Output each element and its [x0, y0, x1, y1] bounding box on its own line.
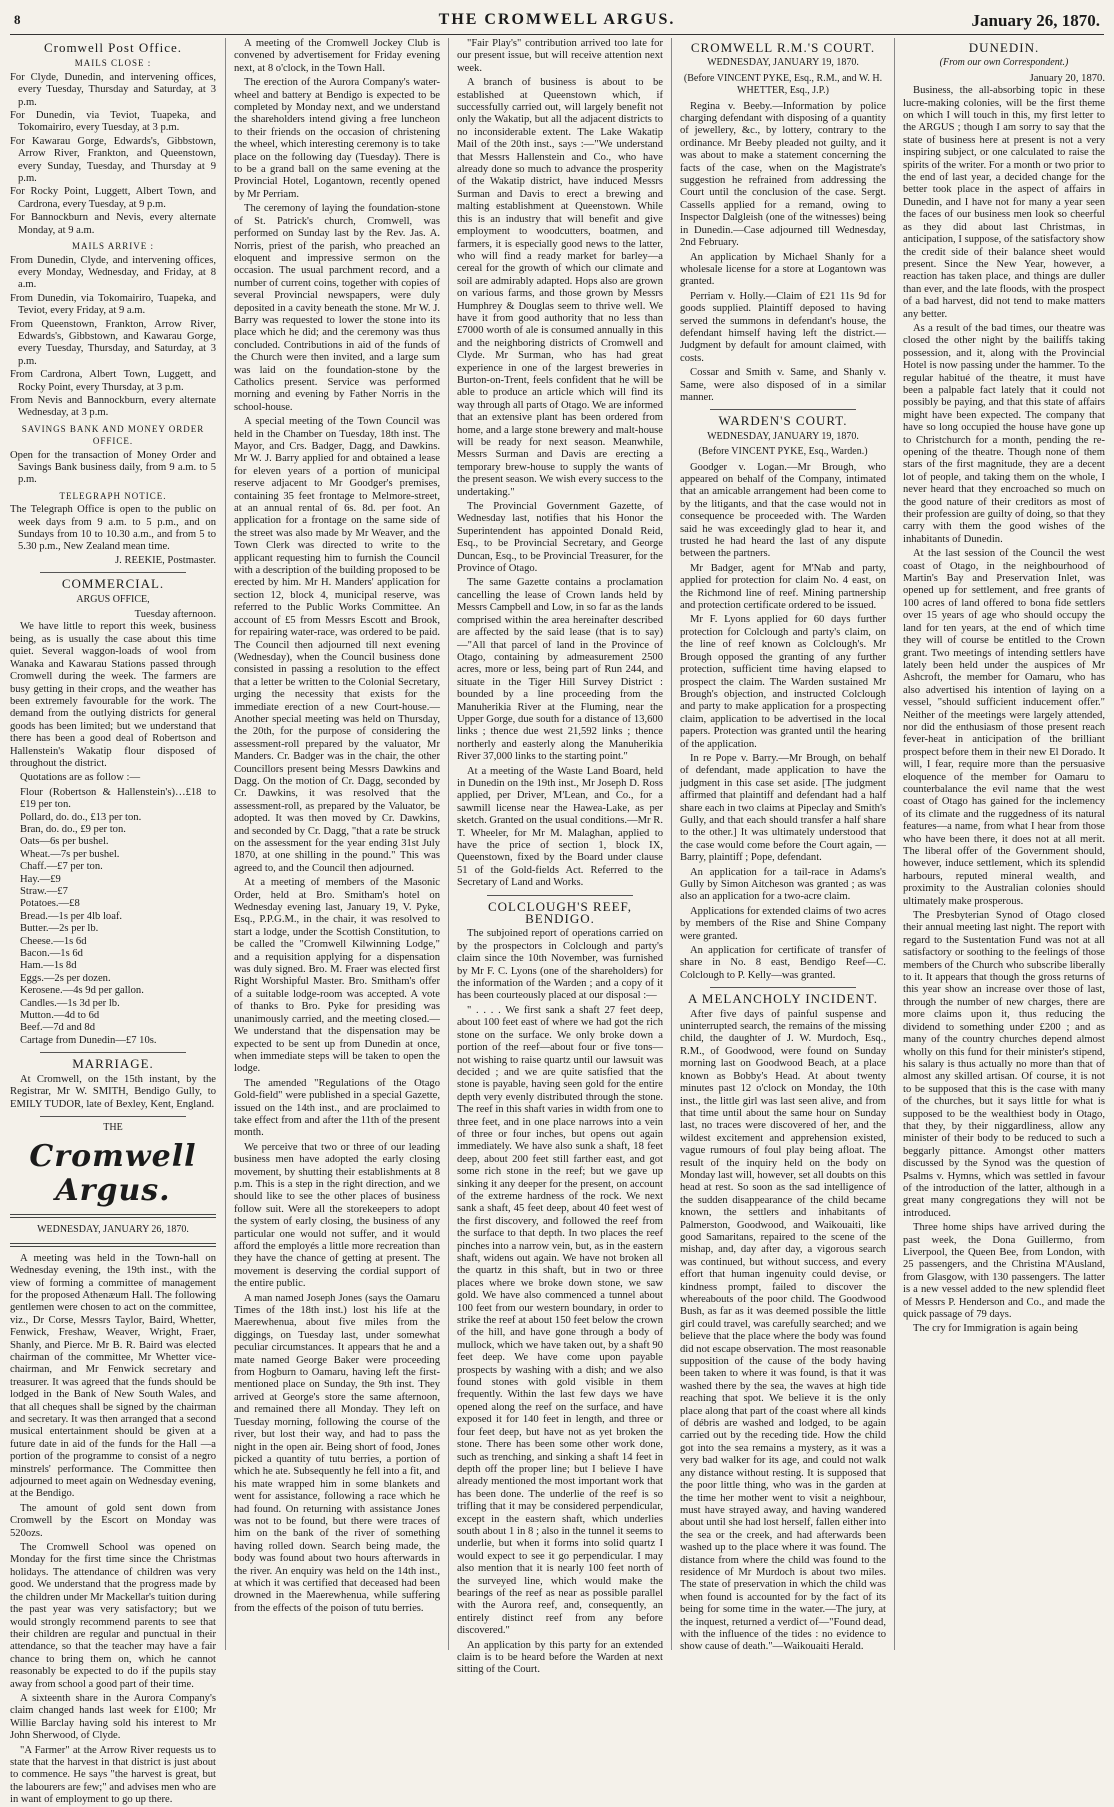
double-rule: [10, 1214, 216, 1218]
post-office-title: Cromwell Post Office.: [43, 40, 183, 55]
editorial-paragraph: The Cromwell School was opened on Monday for the first time since the Christmas holidays. The attendance of children was very good. We understand that the progress made by the children under Mr Mackellar's tuition during the past year was very satisfactory; but we would strongly recommend parents to see that their children are regular and punctual in their attendance, so that the teacher may have a fair chance to bring them on, which he cannot reasonably be expected to do if the pupils stay away from school a good part of their time.: [10, 1542, 216, 1690]
court-paragraph: An application by Michael Shanly for a wholesale license for a store at Logantown was granted.: [680, 251, 886, 288]
reef-paragraph: The subjoined report of operations carried on by the prospectors in Colclough and party's claim since the 10th November, was furnished by Mr F. C. Lyons (one of the shareholders) for the information of the Warden ; and a copy of it has been courteously placed at our disposal :—: [457, 928, 663, 1002]
news-paragraph: A man named Joseph Jones (says the Oamaru Times of the 18th inst.) lost his life at the Maerewhenua, about five miles from the diggings, on Tuesday last, under somewhat peculiar circumstances. It appears that he and a mate named George Baker were proceeding from Hogburn to Oamaru, having left the first-mentioned place on Sunday, the 9th inst. They arrived at George's store the same afternoon, and remained there all Monday. They left on Tuesday morning, following the course of the river, but lost their way, and had to pass the night in the open air. Being short of food, Jones picked a quantity of tutu berries, a portion of which he ate. Subsequently he fell into a fit, and his mate wrapped him in some blankets and went for assistance, following a race which he had found. On returning with assistance Jones was not to be found, but there were traces of him on the bank of the river of something having rolled down. Search being made, the body was found about two hours afterwards in the river. An enquiry was held on the 14th inst., at which it was certified that deceased had been drowned in the Maerewhenua, while suffering from the effects of the poison of tutu berries.: [234, 1292, 440, 1614]
marriage-title: MARRIAGE.: [72, 1056, 154, 1072]
editorial-paragraph: "A Farmer" at the Arrow River requests us to state that the harvest in that district is just about to commence. He says "the harvest is great, but the labourers are few;" and advises men who are in want of employment to go up there.: [10, 1744, 216, 1806]
divider: [40, 1052, 186, 1053]
court-paragraph: Perriam v. Holly.—Claim of £21 11s 9d for goods supplied. Plaintiff deposed to having served the summons in defendant's house, the defendant himself having left the district.—Judgment by default for amount claimed, with costs.: [680, 290, 886, 364]
news-paragraph: We perceive that two or three of our leading business men have adopted the early closing movement, by shutting their establishments at 8 p.m. This is a step in the right direction, and we should like to see the other places of business follow suit. Were all the storekeepers to adopt the system of early closing, the business of any particular one would not suffer, and it would afford the employés a little more recreation than they have the chance of getting at present. The movement is deserving the cordial support of the entire public.: [234, 1141, 440, 1290]
news-paragraph: The Provincial Government Gazette, of Wednesday last, notifies that his Honor the Superintendent has appointed Donald Reid, Esq., to be Provincial Secretary, and George Duncan, Esq., to be Provincial Treasurer, for the Province of Otago.: [457, 501, 663, 575]
telegraph-text: The Telegraph Office is open to the public on week days from 9 a.m. to 5 p.m., and on Sundays from 10 to 10.30 a.m., and from 5 to 5.30 p.m., New Zealand mean time.: [10, 504, 216, 553]
incident-title: A MELANCHOLY INCIDENT.: [687, 991, 879, 1007]
court-paragraph: An application for a tail-race in Adams's Gully by Simon Aitcheson was granted ; as was also an application for a two-acre claim.: [680, 866, 886, 903]
editorial-paragraph: A sixteenth share in the Aurora Company's claim changed hands last week for £100; Mr Willie Barclay having sold his interest to Mr John Sherwood, of Clyde.: [10, 1692, 216, 1742]
news-paragraph: A special meeting of the Town Council was held in the Chamber on Tuesday, 18th inst. The Mayor, and Crs. Badger, Dagg, and Dawkins. Mr W. J. Barry applied for and obtained a lease for eleven years of a portion of municipal reserve adjacent to Mr Goodger's premises, containing 35 feet frontage to Melmore-street, at an annual rental of 6s. 8d. per foot. An application for a frontage on the same side of the street was also made by Mr Weaver, and the Town Clerk was directed to write to the applicant requesting him to furnish the Council with a description of the building proposed to be erected by him. Mr H. Manders' application for section 12, block 4, municipal reserve, was referred to the Public Works Committee. An account of £5 from Messrs Escott and Brook, for repairing water-race, was ordered to be paid. The Council then adjourned till next evening (Wednesday), when the Council business done consisted in passing a resolution to the effect that a letter be written to the Colonial Secretary, urging the necessity that exists for the immediate erection of a new Court-house.—Another special meeting was held on Thursday, the 20th, for the purpose of considering the assessment-roll prepared by the valuator, Mr Manders. Cr. Badger was in the chair, the other Councillors present being Messrs Dawkins and Dagg. On the motion of Cr. Dagg, seconded by Cr. Dawkins, it was resolved that the assessment-roll, as prepared by the Valuator, be adopted. It was then moved by Cr. Dawkins, and seconded by Cr. Dagg, "that a rate be struck on the assessment for the year ending 31st July 1870, at one shilling in the pound." This was agreed to, and the Council then adjourned.: [234, 416, 440, 874]
warden-court-bench: (Before VINCENT PYKE, Esq., Warden.): [698, 446, 868, 458]
marriage-text: At Cromwell, on the 15th instant, by the Registrar, Mr W. SMITH, Bendigo Gully, to EMILY TUDOR, late of Bexley, Kent, England.: [10, 1073, 216, 1110]
divider: [487, 895, 633, 896]
list-item: From Queenstown, Frankton, Arrow River, Edwards's, Gibbstown, and Kawarau Gorge, every Tuesday, Thursday, and Saturday, at 3 p.m.: [10, 318, 216, 367]
price-item: Mutton.—4d to 6d: [20, 1010, 100, 1022]
court-paragraph: Mr Badger, agent for M'Nab and party, applied for protection for claim No. 4 east, on the Richmond line of reef. Mining partnership and protection certificate ordered to be issued.: [680, 562, 886, 612]
price-list: [10, 787, 216, 1035]
savings-text: Open for the transaction of Money Order and Savings Bank business daily, from 9 a.m. to 5 p.m.: [10, 449, 216, 486]
postmaster-signature: J. REEKIE, Postmaster.: [115, 554, 216, 566]
divider: [710, 987, 856, 988]
dunedin-dateline: January 20, 1870.: [1029, 72, 1105, 84]
news-paragraph: The same Gazette contains a proclamation cancelling the lease of Crown lands held by Messrs Campbell and Low, in so far as the lands comprised within the area hereinafter described are affected by the said lease (that is to say)—"All that parcel of land in the Province of Otago, containing by admeasurement 2500 acres, more or less, being part of Run 244, and situate in the Tiger Hill Survey District : bounded by a line proceeding from the Manuherikia River at the Fluming, near the Upper Gorge, due south for a distance of 13,600 links ; thence due west 21,592 links ; thence northerly and easterly along the Manuherikia River 37,000 links to the starting point.": [457, 577, 663, 763]
price-item: Beef.—7d and 8d: [20, 1022, 96, 1034]
list-item: From Dunedin, via Tokomairiro, Tuapeka, and Teviot, every Friday, at 9 a.m.: [10, 292, 216, 317]
price-item: Kerosene.—4s 9d per gallon.: [20, 985, 144, 997]
letter-paragraph: At the last session of the Council the west coast of Otago, in the neighbourhood of Martin's Bay and Preservation Inlet, was opened up for settlement, and free grants of 100 acres of land offered to bona fide settlers over 15 years of age who should occupy the land for ten years, at the end of which time they will of course be entitled to the Crown grant. Two meetings of intending settlers have lately been held under the auspices of Mr Ashcroft, the member for Oamaru, who has also advertised his intention of laying on a vessel, "should sufficient inducement offer." Neither of the meetings were largely attended, nor did the enthusiasm of those present reach fever-heat in anticipation of the brilliant prospect before them in their new El Dorado. It will, I fear, require more than the persuasive eloquence of the member for Oamaru to counterbalance the evil name that the west coast of Otago has gained for the inclemency of its climate and the ruggedness of its natural features—a name, from what I hear from those who have been there, it does not at all merit. The liberal offer of the Government should, however, induce settlement, which its splendid harbours, reputed mineral wealth, and proximity to the Australian colonies should ultimately make prosperous.: [903, 548, 1105, 907]
newspaper-title: THE CROMWELL ARGUS.: [438, 11, 676, 28]
price-item: Cheese.—1s 6d: [20, 935, 87, 947]
commercial-day: Tuesday afternoon.: [134, 609, 216, 621]
court-paragraph: An application for certificate of transfer of share in No. 8 east, Bendigo Reef—C. Colclough to P. Kelly—was granted.: [680, 945, 886, 981]
price-item: Pollard, do. do., £13 per ton.: [20, 811, 142, 823]
divider: [40, 1116, 186, 1117]
mails-arrive-list: [10, 255, 216, 420]
list-item: For Rocky Point, Luggett, Albert Town, and Cardrona, every Tuesday, at 9 p.m.: [10, 186, 216, 210]
paper-the: THE: [103, 1121, 123, 1133]
list-item: From Cardrona, Albert Town, Luggett, and Rocky Point, every Thursday, at 3 p.m.: [10, 369, 216, 393]
divider: [710, 409, 856, 410]
editorial-paragraph: A meeting was held in the Town-hall on Wednesday evening, the 19th inst., with the view of forming a committee of management for the proposed Athenæum Hall. The following gentlemen were chosen to act on the committee, viz., Dr Corse, Messrs Taylor, Baird, Whetter, Fenwick, Freshaw, Weaver, Wright, Fraer, Shanly, and Pierce. Mr B. R. Baird was elected chairman of the committee, Mr Whetter vice-chairman, and Mr Fenwick secretary and treasurer. It was agreed that the funds should be lodged in the Bank of New South Wales, and that all cheques shall be signed by the chairman and secretary. It was then arranged that a second musical entertainment should be given at a future date in aid of the funds for the Hall —a portion of the programme to consist of a negro minstrels' performance. The Committee then adjourned to meet again on Wednesday evening, at the Bendigo.: [10, 1252, 216, 1500]
rm-court-date: WEDNESDAY, JANUARY 19, 1870.: [707, 57, 859, 69]
news-paragraph: "Fair Play's" contribution arrived too late for our present issue, but will receive attention next week.: [457, 38, 663, 74]
cartage: Cartage from Dunedin—£7 10s.: [20, 1034, 157, 1046]
masthead: [10, 10, 1104, 35]
telegraph-heading: TELEGRAPH NOTICE.: [59, 490, 167, 501]
paper-nameplate: Cromwell Argus.: [29, 1139, 197, 1209]
dunedin-title: DUNEDIN.: [968, 40, 1040, 55]
price-item: Butter.—2s per lb.: [20, 923, 99, 935]
news-paragraph: The erection of the Aurora Company's water-wheel and battery at Bendigo is expected to be completed by Monday next, and we understand the shareholders intend giving a free luncheon to their friends on the occasion of christening the wheel, which interesting ceremony is to take place on the following day (Tuesday). There is to be a grand ball on the same evening at the Provincial Hotel, Logantown, recently opened by Mr Perriam.: [234, 77, 440, 200]
incident-paragraph: After five days of painful suspense and uninterrupted search, the remains of the missing child, the daughter of J. W. Murdoch, Esq., R.M., of Goodwood, were found on Sunday morning last on Goodwood Beach, at a place known as Bobby's Head. At about twenty minutes past 12 o'clock on Monday, the 10th inst., the little girl was last seen alive, and from that time until about the same hour on Sunday last, no traces were discovered of her, and the wildest excitement and apprehension existed, vague rumours of foul play being afloat. The result of the inquiry held on the body on Monday last will, however, set all doubts on this head at rest. So soon as the sad intelligence of the sudden disappearance of the child became known, the settlers and inhabitants of Palmerston, Goodwood, and Waikouaiti, like good Samaritans, repaired to the scene of the mishap, and, day after day, a vigorous search was continued, but without success, and every effort that human ingenuity could devise, or kindness prompt, failed to discover the whereabouts of the poor child. The Goodwood Bush, as far as it was deemed possible the little girl could travel, was carefully searched; and we believe that the place where the body was found did not escape observation. The most reasonable supposition of the cause of the body having been taken to where it was found, is that it was washed there by the sea, the waves at high tide reaching that spot. We believe it is the only place along that part of the coast where all kinds of débris are washed and lodged, to be again carried out by the receding tide. How the child got into the sea remains a mystery, as it was a very bad walker for its age, and could not walk any distance without resting. It is supposed that the poor little thing, who was in the garden at the time her mother went to visit a neighbour, must have strayed away, and having wandered about until she had lost herself, fallen either into the sea or the creek, and had afterwards been washed up to the place where it was found. The distance from where the child was found to the residence of Mr Murdoch is about two miles. The state of preservation in which the child was when found is accounted for by the fact of its being for some time in the water.—The jury, at the inquest, returned a verdict of—"Found dead, with the influence of the tides : no evidence to show cause of death."—Waikouaiti Herald.: [680, 1008, 886, 1653]
list-item: For Kawarau Gorge, Edwards's, Gibbstown, Arrow River, Frankton, and Queenstown, every Sunday, Tuesday, and Thursday at 9 p.m.: [10, 135, 216, 185]
price-item: Ham.—1s 8d: [20, 960, 77, 972]
mails-close-heading: MAILS CLOSE :: [74, 58, 152, 69]
reef-paragraph: An application by this party for an extended claim is to be heard before the Warden at next sitting of the Court.: [457, 1639, 663, 1676]
reef-title: COLCLOUGH'S REEF, BENDIGO.: [488, 898, 632, 927]
commercial-text: We have little to report this week, business being, as is usually the case about this time quiet. Several waggon-loads of wool from Wanaka and Kawarau Stations passed through Cromwell during the week. The farmers are busy getting in their crops, and the weather has been extremely favourable for the work. The demand from the outlying districts for general goods has been limited; but we understand that there has been a good deal of Robertson and Hallenstein's Wakatip flour disposed of throughout the district.: [10, 621, 216, 769]
divider: [40, 572, 186, 573]
warden-court-date: WEDNESDAY, JANUARY 19, 1870.: [707, 430, 859, 442]
correspondent-line: (From our own Correspondent.): [939, 57, 1069, 69]
double-rule: [10, 1243, 216, 1247]
column-2: [225, 38, 448, 1650]
price-item: Wheat.—7s per bushel.: [20, 848, 120, 860]
court-paragraph: Goodger v. Logan.—Mr Brough, who appeared on behalf of the Company, intimated that an amicable arrangement had been come to by the litigants, and that the case would not in consequence be proceeded with. The Warden said he was exceedingly glad to hear it, and trusted he had heard the last of any dispute between the partners.: [680, 461, 886, 560]
list-item: From Nevis and Bannockburn, every alternate Wednesday, at 3 p.m.: [10, 394, 216, 419]
court-paragraph: In re Pope v. Barry.—Mr Brough, on behalf of defendant, made application to have the judgment in this case set aside. [The judgment affirmed that plaintiff and defendant had a half share each in two claims at Pipeclay and Smith's Gully, and that each should transfer a half share to the other.] It was ultimately understood that the case would come before the Court again, —Barry, plaintiff ; Pope, defendant.: [680, 752, 886, 864]
price-item: Candles.—1s 3d per lb.: [20, 997, 120, 1009]
list-item: For Dunedin, via Teviot, Tuapeka, and Tokomairiro, every Tuesday, at 3 p.m.: [10, 110, 216, 134]
paper-date: WEDNESDAY, JANUARY 26, 1870.: [37, 1224, 189, 1236]
court-paragraph: Cossar and Smith v. Same, and Shanly v. Same, were also disposed of in a similar manner.: [680, 367, 886, 403]
savings-heading: SAVINGS BANK AND MONEY ORDER OFFICE.: [21, 423, 205, 447]
mails-close-list: [10, 72, 216, 237]
list-item: For Bannockburn and Nevis, every alternate Monday, at 9 a.m.: [10, 212, 216, 236]
price-item: Potatoes.—£8: [20, 898, 80, 910]
price-item: Eggs.—2s per dozen.: [20, 972, 111, 984]
news-paragraph: At a meeting of the Waste Land Board, held in Dunedin on the 19th inst., Mr Joseph D. Ross applied, per Driver, M'Lean, and Co., for a sawmill license near the Hawea-Lake, as per sketch. Granted on the usual conditions.—Mr R. T. Wheeler, for Mr M. Malaghan, applied to have the price of section 1, block IX, Queenstown, fixed by the Board under clause 51 of the Gold-fields Act. Referred to the Secretary of Land and Works.: [457, 765, 663, 889]
reef-paragraph: " . . . . We first sank a shaft 27 feet deep, about 100 feet east of where we had got the rich stone on the surface. We only broke down a portion of the reef—about four or five tons—not wishing to raise quartz until our lawsuit was decided ; and we are quite satisfied that the stone is payable, having seen gold for the entire depth very evenly distributed through the stone. The reef in this shaft varies in width from one to three feet, and in one place narrows into a vein of three or four inches, but opens out again immediately. We have also sunk a shaft, 18 feet deep, about 200 feet still farther east, and got some rich stone in the reef; but we gave up sinking it any deeper for the present, on account of the extreme hardness of the rock. We next sank a shaft, 45 feet deep, about 40 feet west of the first discovery, and followed the reef from the surface to that depth. In two places the reef pinches into a narrow vein, but, as in the eastern shaft, widens out again. We have not broken all the quartz in this shaft, but in two or three places where we broke down stone, we saw gold. We have also commenced a tunnel about 100 feet from our western boundary, in order to strike the reef at about 150 feet below the crown of the hill, and have gone through a body of mullock, which we have taken out, by a shaft 90 feet deep. We have come upon payable prospects by washing with a dish; and we also found stones with gold visible in them frequently. Within the last few days we have opened along the reef on the surface, and have exposed it for 140 feet in length, and three or four feet deep, but have not as yet broken the stone. There has been some other work done, such as trenching, and sinking a shaft 14 feet in depth off the proper line; but I believe I have already mentioned the most important work that has been done. The underlie of the reef is so trifling that it may be considered perpendicular, except in the eastern shaft, which underlies south about 1 in 8 ; also in the tunnel it seems to underlie, but when it forms into solid quartz I would expect to see it go perpendicular. I may also mention that it is nearly 100 feet north of the surveyed line, which would make the bearings of the reef as near as possible parallel with the Aurora reef, and, consequently, an entirely distinct reef from any before discovered.": [457, 1004, 663, 1637]
column-4: [671, 38, 894, 1653]
letter-paragraph: The cry for Immigration is again being: [913, 1323, 1078, 1335]
court-paragraph: Mr F. Lyons applied for 60 days further protection for Colclough and party's claim, on the line of reef known as Colclough's. Mr Brough opposed the granting of any further protection, sufficient time having elapsed to prospect the claim. The Warden sustained Mr Brough's objection, and instructed Colclough and party to make application for a prospecting claim, application to be advertised in the local papers. Protection was granted until the hearing of the application.: [680, 614, 886, 750]
news-paragraph: The amended "Regulations of the Otago Gold-field" were published in a special Gazette, issued on the 14th inst., and are proclaimed to take effect from and after the 11th of the present month.: [234, 1077, 440, 1139]
rm-court-title: CROMWELL R.M.'S COURT.: [690, 40, 876, 55]
letter-paragraph: Three home ships have arrived during the past week, the Dona Guillermo, from Liverpool, the Queen Bee, from London, with 25 passengers, and the Christina M'Ausland, from Glasgow, with 130 passengers. The latter is a new vessel added to the new splendid fleet of Messrs P. Henderson and Co., and made the quick passage of 79 days.: [903, 1222, 1105, 1321]
price-item: Straw.—£7: [20, 886, 68, 897]
editorial-paragraph: The amount of gold sent down from Cromwell by the Escort on Monday was 520ozs.: [10, 1502, 216, 1539]
mails-arrive-heading: MAILS ARRIVE :: [71, 241, 154, 252]
price-item: Bread.—1s per 4lb loaf.: [20, 910, 123, 922]
court-paragraph: Regina v. Beeby.—Information by police charging defendant with disposing of a quantity of jewellery, &c., by lottery, contrary to the ordinance. Mr Beeby pleaded not guilty, and it was about to make a statement concerning the facts of the case, when on the Magistrate's suggestion he refrained from addressing the Court until the conclusion of the case. Sergt. Cassells applied for a remand, owing to Inspector Dalgleish (one of the witnesses) being in Dunedin.—Case adjourned till Wednesday, 2nd February.: [680, 100, 886, 249]
column-3: [448, 38, 671, 1676]
warden-court-title: WARDEN'S COURT.: [718, 413, 848, 429]
list-item: From Dunedin, Clyde, and intervening offices, every Monday, Wednesday, and Friday, at 8 a.m.: [10, 254, 216, 291]
page-number: 8: [14, 12, 21, 27]
list-item: For Clyde, Dunedin, and intervening offices, every Tuesday, Thursday and Saturday, at 3 p.m.: [10, 71, 216, 108]
price-item: Flour (Robertson & Hallenstein's)…£18 to £19 per ton.: [20, 786, 216, 811]
quotations-intro: Quotations are as follow :—: [20, 772, 141, 784]
issue-date: January 26, 1870.: [971, 11, 1100, 30]
letter-paragraph: The Presbyterian Synod of Otago closed their annual meeting last night. The report with regard to the Sustentation Fund was not at all satisfactory or soothing to the feelings of those members of the Church who subscribe liberally to it. It appears that though the gross returns of this year show an increase over those of last, through the number of new charges, there are more claims upon it, thus reducing the dividend to something under £200 ; and as many of the country churches depend almost wholly on this fund for their minister's stipend, his salary is thus actually no more than that of almost any skilled artisan. Of course, it is not to be supposed that this is the case with many of the churches, but it says little for what is supposed to be the wealthiest body in Otago, that they, by their niggardliness, allow any minister of their body to be reduced to such a beggarly pittance. Amongst other matters discussed by the Synod was the question of Psalms v. Hymns, which was settled in favour of the introduction of the latter, although in a great many congregations they will not be introduced.: [903, 910, 1105, 1219]
commercial-title: COMMERCIAL.: [61, 576, 165, 592]
price-item: Bran, do. do., £9 per ton.: [20, 823, 126, 835]
columns: [10, 38, 1105, 1806]
news-paragraph: A meeting of the Cromwell Jockey Club is convened by advertisement for Friday evening next, at 8 o'clock, in the Town Hall.: [234, 38, 440, 74]
price-item: Bacon.—1s 6d: [20, 948, 83, 960]
news-paragraph: At a meeting of members of the Masonic Order, held at Bro. Smitham's hotel on Wednesday evening last, January 19, V. Pyke, Esq., P.P.G.M., in the chair, it was resolved to start a lodge, under the Scottish Constitution, to be called the "Cromwell Kilwinning Lodge," and a requisition applying for a dispensation was duly signed. Bro. M. Fraer was elected first Right Worshipful Master. Bro. Smitham's offer of a suitable lodge-room was accepted. A vote of thanks to Bro. Pyke for presiding was unanimously carried, and the meeting closed.—We understand that the dispensation may be expected to be sent up from Dunedin at once, when immediate steps will be taken to open the lodge.: [234, 877, 440, 1075]
commercial-dateline: ARGUS OFFICE,: [76, 593, 150, 605]
news-paragraph: The ceremony of laying the foundation-stone of St. Patrick's church, Cromwell, was performed on Sunday last by the Rev. Jas. A. Norris, priest of the parish, who preached an eloquent and impressive sermon on the occasion. The usual parchment record, and a number of current coins, together with copies of several Provincial newspapers, were duly deposited in a cavity beneath the stone. Mr W. J. Barry was requested to lower the stone into its place which he did; and the ceremony was thus concluded. Contributions in aid of the funds of the Church were then invited, and a large sum was laid on the foundation-stone by the Catholics present. Service was performed morning and evening by Father Norris in the school-house.: [234, 203, 440, 413]
column-5: [894, 38, 1105, 1650]
court-paragraph: Applications for extended claims of two acres by members of the Rise and Shine Company were granted.: [680, 905, 886, 942]
news-paragraph: A branch of business is about to be established at Queenstown which, if successfully carried out, will largely benefit not only the Wakatip, but all the adjacent districts to no inconsiderable extent. The Lake Wakatip Mail of the 20th inst., says :—"We understand that Messrs Hallenstein and Co., who have already done so much to advance the prosperity of the Wakatip district, have induced Messrs Surman and Davis to erect a brewing and malting establishment at Queenstown. While this is an industry that will benefit and give employment to woodcutters, boatmen, and farmers, it is especially good news to the latter, who will find a ready market for barley—a cereal for the growth of which our climate and soil are admirably adapted. Hops also are grown on various farms, and those grown by Messrs Humphrey & Douglas seem to thrive well. We have it from good authority that no less than £7000 worth of ale is consumed annually in this and the neighboring districts of Cromwell and Clyde. Mr Surman, who has had great experience in one of the largest breweries in Burton-on-Trent, feels confident that he will be able to produce an article which will find its way through all parts of Otago. We are informed that an extensive plant has been ordered from home, and a large stone brewery and malt-house will be ready for next season. Meanwhile, Messrs Surman and Davis are erecting a temporary brew-house to supply the wants of the present season. We wish every success to the undertaking.": [457, 77, 663, 498]
letter-paragraph: As a result of the bad times, our theatre was closed the other night by the bailiffs taking possession, and it, along with the Provincial Hotel is now passing under the hammer. To the regular habitué of the theatre, it must have been a palpable fact lately that it could not possibly be paying, and that this state of affairs might have been expected. The company that have so long occupied the house have gone up to Christchurch for a month, pending the re-opening of the theatre. Though none of them stars of the first magnitude, they are a decent lot of people, and taking them on the whole, I never heard that they encroached so much on the good nature of their creditors as most of their profession are guilty of doing, so that they carry with them the good wishes of the inhabitants of Dunedin.: [903, 322, 1105, 545]
price-item: Oats—6s per bushel.: [20, 836, 109, 848]
column-1: [10, 38, 224, 1806]
rm-court-bench: (Before VINCENT PYKE, Esq., R.M., and W. H. WHETTER, Esq., J.P.): [683, 72, 883, 97]
price-item: Hay.—£9: [20, 873, 61, 885]
letter-paragraph: Business, the all-absorbing topic in these lucre-making colonies, will be the first theme on which I will touch in this, my first letter to the ARGUS ; though I am sorry to say that the state of business here at present is not a very inspiring subject, or one calculated to raise the spirits of the writer. For a month or two prior to the end of last year, a decided change for the better took place in the aspect of affairs in Dunedin, and I have not for many a year seen the faces of our business men look so cheerful as they did about last Christmas, in anticipation, I suppose, of the satisfactory show the credit side of their balance sheet would present. Since the New Year, however, a reaction has taken place, and things are duller than ever, and the late floods, with the prospect of a bad harvest, did not tend to make matters any better.: [903, 85, 1105, 320]
price-item: Chaff.—£7 per ton.: [20, 861, 103, 873]
